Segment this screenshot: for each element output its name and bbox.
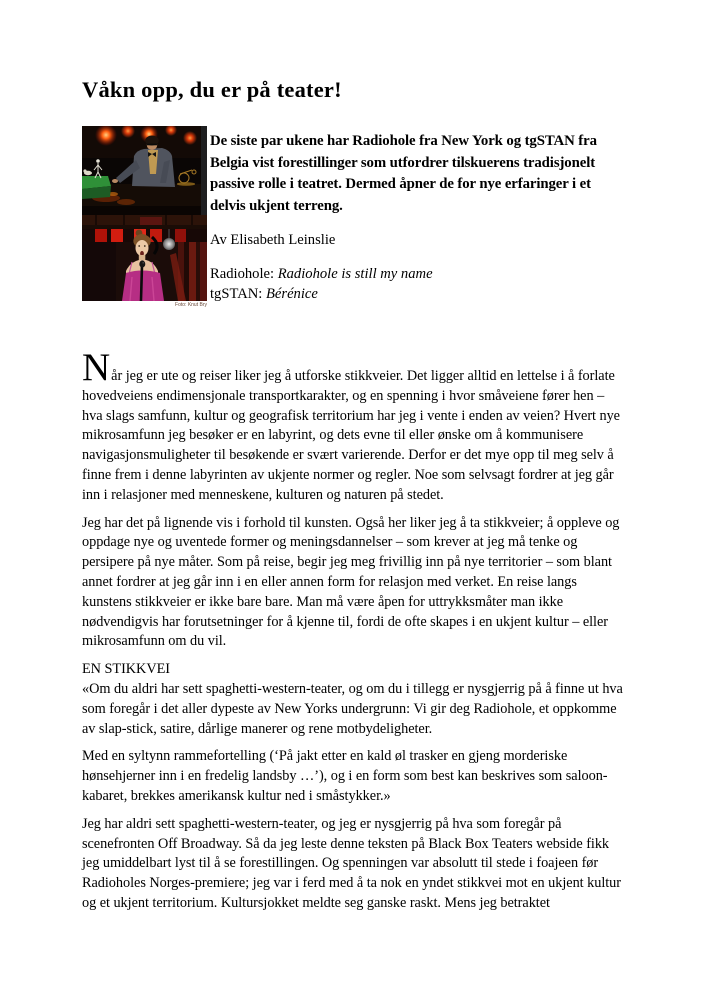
photo-caption: Foto: Knut Bry bbox=[175, 302, 207, 308]
production-radiohole-title: Radiohole is still my name bbox=[277, 265, 433, 282]
production-list bbox=[210, 264, 625, 305]
lede-section bbox=[82, 126, 628, 308]
page-content bbox=[82, 0, 628, 922]
body-paragraph-5: Jeg har aldri sett spaghetti-western-teater, og jeg er nysgjerrig på hva som foregår på scenefronten Off Broadway. Så da jeg leste denne teksten på Black Box Teaters webside fikk jeg umiddelbart lyst til å se forestillingen. Og spenningen var absolutt til stede i foajeen før Radioholes Norges-premiere; jeg var i ferd med å ta nok en yndet stikkvei mot en ukjent kultur og et ukjent territorium. Kultursjokket meldte seg ganske raskt. Mens jeg betraktet bbox=[82, 815, 621, 911]
lede-text bbox=[210, 126, 625, 305]
section-heading: EN STIKKVEI bbox=[82, 661, 170, 678]
article-body bbox=[82, 346, 628, 914]
production-tgstan-title: Bérénice bbox=[266, 286, 318, 302]
byline: Av Elisabeth Leinslie bbox=[210, 232, 336, 248]
body-paragraph-1 bbox=[82, 346, 628, 506]
article-photos bbox=[82, 126, 207, 308]
page-title: Våkn opp, du er på teater! bbox=[82, 77, 342, 102]
intro-paragraph: De siste par ukene har Radiohole fra New York og tgSTAN fra Belgia vist forestillinger som utfordrer tilskuerens tradisjonelt passive rolle i teatret. Dermed åpner de for nye erfaringer i et delvis ukjent terreng. bbox=[210, 133, 597, 214]
photo-stage-scene bbox=[82, 126, 207, 215]
body-paragraph-1-text: år jeg er ute og reiser liker jeg å utforske stikkveier. Det ligger alltid en lettelse i å forlate hovedveiens endimensjonale transportkarakter, og en spenning i hvor småveiene fører hen – hva slags samfunn, kultur og geografisk territorium har jeg i vente i enden av veien? Hvert nye mikrosamfunn jeg besøker er en labyrint, og dets evne til eller ønske om å kommunisere navigasjonsmuligheter til besøkende er svært varierende. Derfor er det mye opp til meg selv å finne frem i denne labyrinten av ukjente normer og regler. Noe som selvsagt fordrer at jeg går inn i relasjoner med menneskene, kulturen og naturen på stedet. bbox=[82, 368, 620, 503]
drop-cap: N bbox=[82, 346, 111, 389]
production-radiohole-label: Radiohole: bbox=[210, 265, 278, 282]
body-paragraph-4: Med en syltynn rammefortelling (‘På jakt etter en kald øl trasker en gjeng morderiske hønsehjerner inn i en fredelig landsby …’), og i en form som best kan beskrives som saloon-kabaret, brekkes amerikansk kultur ned i småstykker.» bbox=[82, 748, 608, 804]
production-tgstan-label: tgSTAN: bbox=[210, 286, 266, 302]
body-paragraph-2: Jeg har det på lignende vis i forhold til kunsten. Også her liker jeg å ta stikkveier; å oppleve og oppdage nye og uventede former og meningsdannelser – som krever at jeg må tenke og persipere på nye måter. Som på reise, begir jeg meg frivillig inn på nye territorier – som blant annet fordrer at jeg går inn i en eller annen form for relasjon med verket. En reise langs kunstens stikkveier er ikke bare bare. Man må være åpen for uttrykksmåter man ikke nødvendigvis har forutsetninger for å kjenne til, fordi de ofte skapes i en ukjent kultur – eller mikrosamfunn om du vil. bbox=[82, 514, 620, 650]
photo-singer bbox=[82, 215, 207, 301]
body-paragraph-3: «Om du aldri har sett spaghetti-western-teater, og om du i tillegg er nysgjerrig på å finne ut hva som foregår i det aller dypeste av New Yorks undergrunn: Vi gir deg Radiohole, et oppkomme av slap-stick, satire, dårlige manerer og rene motbydeligheter. bbox=[82, 680, 623, 737]
